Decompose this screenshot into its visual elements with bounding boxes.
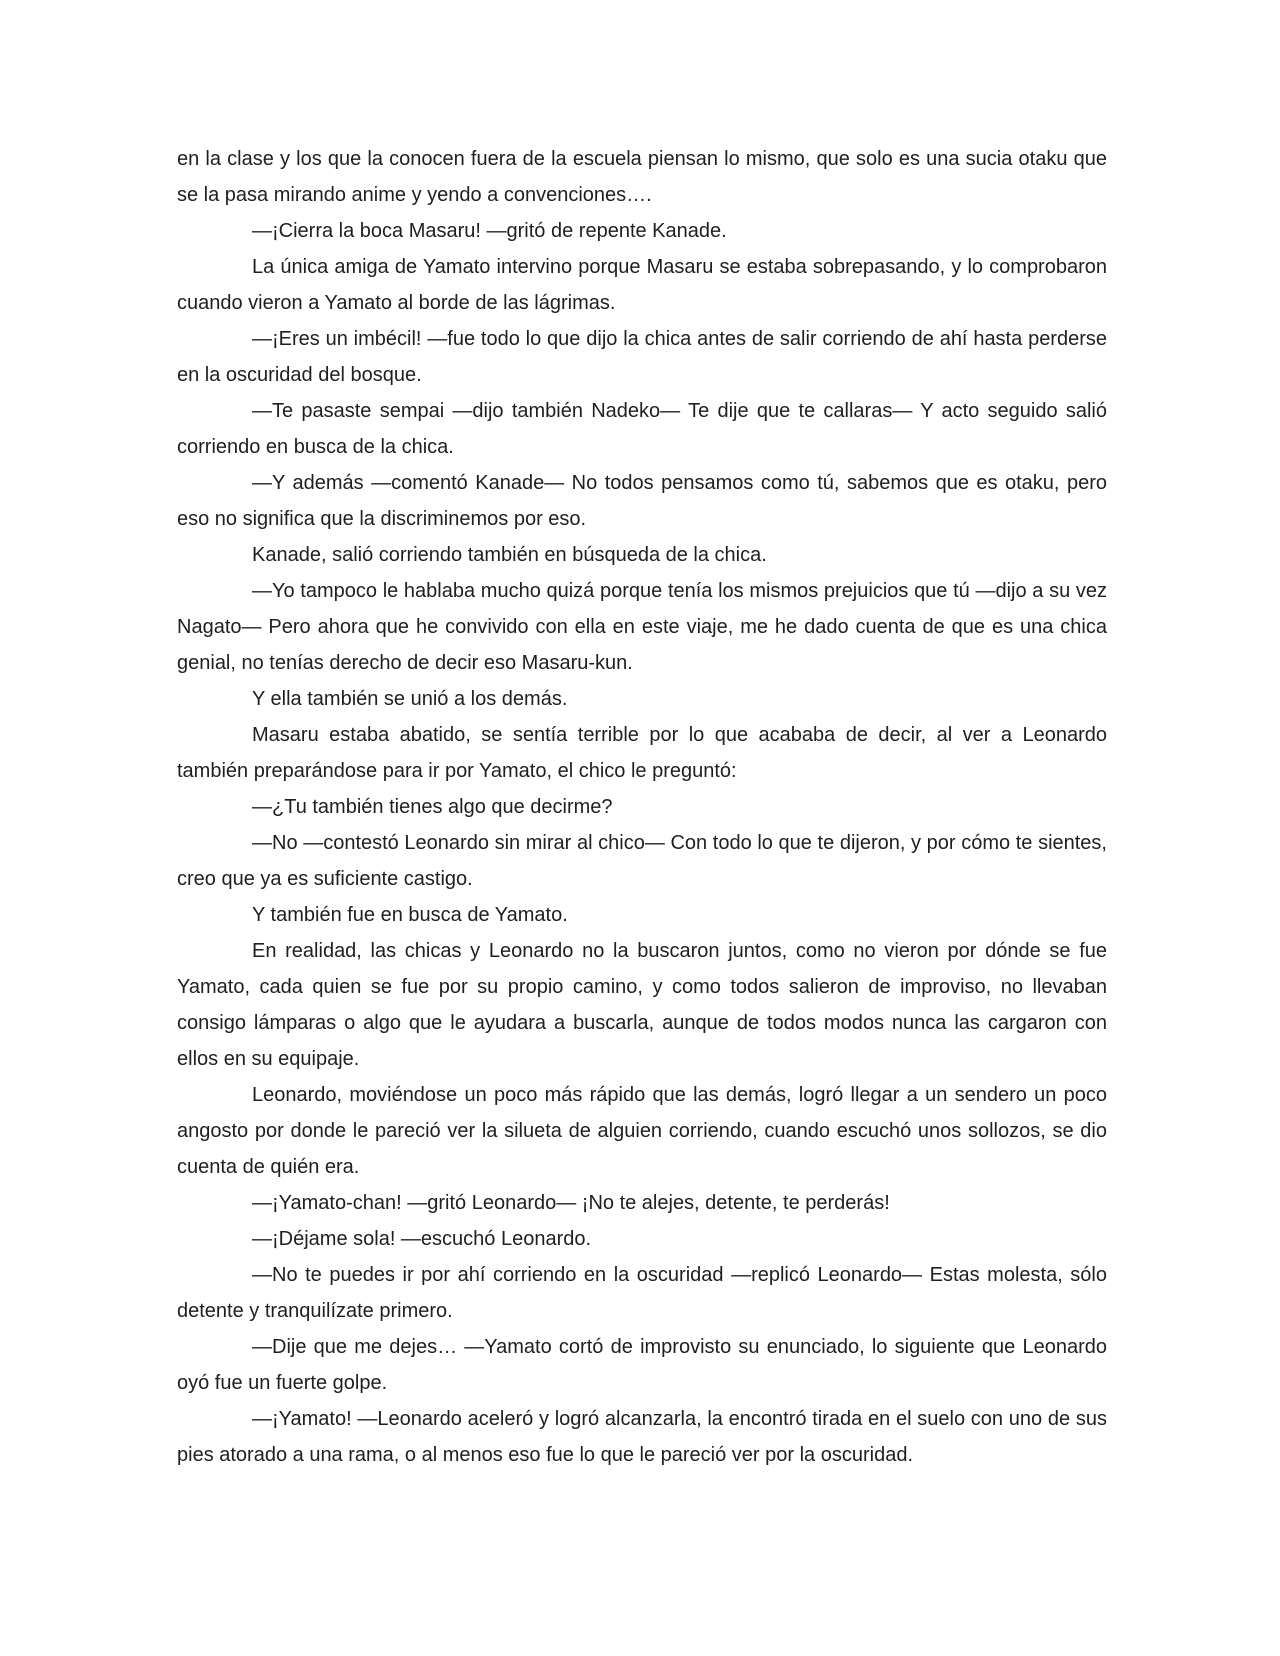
paragraph: ―Yo tampoco le hablaba mucho quizá porque tenía los mismos prejuicios que tú ―dijo a su vez Nagato― Pero ahora que he convivido con ella en este viaje, me he dado cuenta de que es una chica genial, no tenías derecho de decir eso Masaru-kun. <box>177 580 1107 674</box>
paragraph: ―¡Yamato-chan! ―gritó Leonardo― ¡No te alejes, detente, te perderás! <box>252 1192 890 1214</box>
paragraph-continuation: en la clase y los que la conocen fuera de la escuela piensan lo mismo, que solo es una sucia otaku que se la pasa mirando anime y yendo a convenciones…. <box>177 148 1107 206</box>
paragraph: ―¡Déjame sola! ―escuchó Leonardo. <box>252 1228 592 1250</box>
paragraph: ―No ―contestó Leonardo sin mirar al chico― Con todo lo que te dijeron, y por cómo te sientes, creo que ya es suficiente castigo. <box>177 832 1107 890</box>
paragraph: ―¡Yamato! ―Leonardo aceleró y logró alcanzarla, la encontró tirada en el suelo con uno de sus pies atorado a una rama, o al menos eso fue lo que le pareció ver por la oscuridad. <box>177 1408 1107 1466</box>
paragraph: ―Dije que me dejes… ―Yamato cortó de improvisto su enunciado, lo siguiente que Leonardo oyó fue un fuerte golpe. <box>177 1336 1107 1394</box>
paragraph: Leonardo, moviéndose un poco más rápido que las demás, logró llegar a un sendero un poco angosto por donde le pareció ver la silueta de alguien corriendo, cuando escuchó unos sollozos, se dio cuenta de quién era. <box>177 1084 1107 1178</box>
paragraph: ―No te puedes ir por ahí corriendo en la oscuridad ―replicó Leonardo― Estas molesta, sólo detente y tranquilízate primero. <box>177 1264 1107 1322</box>
paragraph: Kanade, salió corriendo también en búsqueda de la chica. <box>252 544 767 566</box>
paragraph: La única amiga de Yamato intervino porque Masaru se estaba sobrepasando, y lo comprobaron cuando vieron a Yamato al borde de las lágrimas. <box>177 256 1107 314</box>
paragraph: ―¡Eres un imbécil! ―fue todo lo que dijo la chica antes de salir corriendo de ahí hasta perderse en la oscuridad del bosque. <box>177 328 1107 386</box>
paragraph: ―Te pasaste sempai ―dijo también Nadeko― Te dije que te callaras― Y acto seguido salió corriendo en busca de la chica. <box>177 400 1107 458</box>
paragraph: ―Y además ―comentó Kanade― No todos pensamos como tú, sabemos que es otaku, pero eso no significa que la discriminemos por eso. <box>177 472 1107 530</box>
paragraph: ―¿Tu también tienes algo que decirme? <box>252 796 613 818</box>
paragraph: ―¡Cierra la boca Masaru! ―gritó de repente Kanade. <box>252 220 727 242</box>
paragraph: Y también fue en busca de Yamato. <box>252 904 568 926</box>
paragraph: En realidad, las chicas y Leonardo no la buscaron juntos, como no vieron por dónde se fue Yamato, cada quien se fue por su propio camino, y como todos salieron de improviso, no llevaban consigo lámparas o algo que le ayudara a buscarla, aunque de todos modos nunca las cargaron con ellos en su equipaje. <box>177 940 1107 1070</box>
paragraph: Y ella también se unió a los demás. <box>252 688 568 710</box>
paragraph: Masaru estaba abatido, se sentía terrible por lo que acababa de decir, al ver a Leonardo también preparándose para ir por Yamato, el chico le preguntó: <box>177 724 1107 782</box>
document-page <box>177 141 1107 1473</box>
